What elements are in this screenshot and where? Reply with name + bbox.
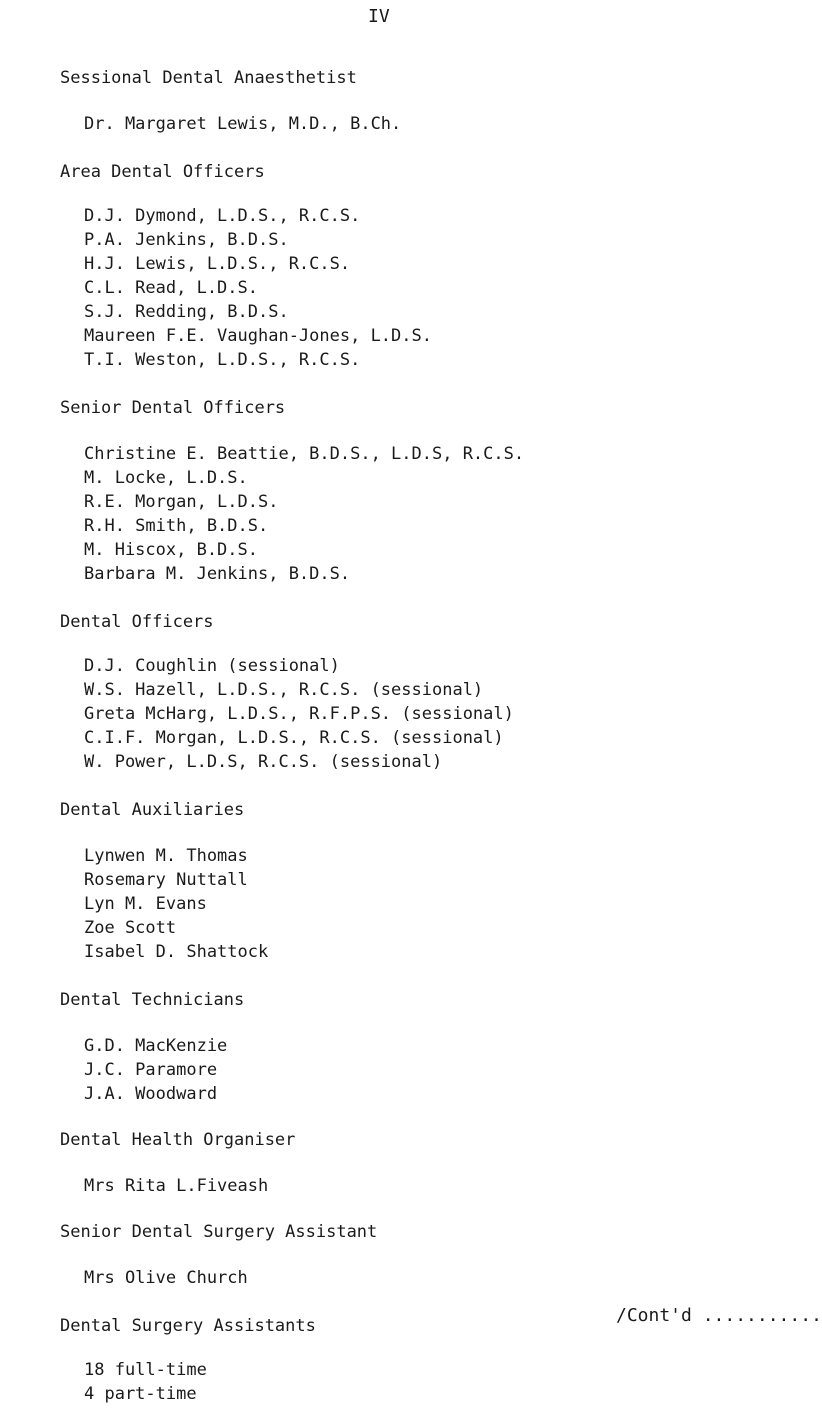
list-item: Christine E. Beattie, B.D.S., L.D.S, R.C.S. <box>84 444 525 464</box>
list-item: Zoe Scott <box>84 918 177 938</box>
list-item: M. Hiscox, B.D.S. <box>84 540 258 560</box>
list-item: W.S. Hazell, L.D.S., R.C.S. (sessional) <box>84 680 484 700</box>
list-item: Greta McHarg, L.D.S., R.F.P.S. (sessional) <box>84 704 514 724</box>
section-heading: Senior Dental Surgery Assistant <box>60 1222 378 1242</box>
list-item: R.H. Smith, B.D.S. <box>84 516 269 536</box>
list-item: Rosemary Nuttall <box>84 870 248 890</box>
list-item: Isabel D. Shattock <box>84 942 269 962</box>
list-item: 4 part-time <box>84 1384 197 1404</box>
list-item: S.J. Redding, B.D.S. <box>84 302 289 322</box>
section-heading: Dental Health Organiser <box>60 1130 296 1150</box>
list-item: G.D. MacKenzie <box>84 1036 228 1056</box>
list-item: D.J. Coughlin (sessional) <box>84 656 340 676</box>
list-item: Mrs Rita L.Fiveash <box>84 1176 269 1196</box>
list-item: Maureen F.E. Vaughan-Jones, L.D.S. <box>84 326 432 346</box>
list-item: D.J. Dymond, L.D.S., R.C.S. <box>84 206 361 226</box>
list-item: Mrs Olive Church <box>84 1268 248 1288</box>
page-number: IV <box>368 6 390 27</box>
list-item: W. Power, L.D.S, R.C.S. (sessional) <box>84 752 443 772</box>
list-item: J.C. Paramore <box>84 1060 218 1080</box>
list-item: M. Locke, L.D.S. <box>84 468 248 488</box>
list-item: P.A. Jenkins, B.D.S. <box>84 230 289 250</box>
list-item: 18 full-time <box>84 1360 207 1380</box>
list-item: H.J. Lewis, L.D.S., R.C.S. <box>84 254 351 274</box>
list-item: Lynwen M. Thomas <box>84 846 248 866</box>
list-item: J.A. Woodward <box>84 1084 218 1104</box>
section-heading: Sessional Dental Anaesthetist <box>60 68 357 88</box>
section-heading: Dental Surgery Assistants <box>60 1316 316 1336</box>
list-item: Lyn M. Evans <box>84 894 207 914</box>
section-heading: Dental Auxiliaries <box>60 800 245 820</box>
list-item: Barbara M. Jenkins, B.D.S. <box>84 564 351 584</box>
section-heading: Dental Officers <box>60 612 214 632</box>
list-item: C.I.F. Morgan, L.D.S., R.C.S. (sessional) <box>84 728 504 748</box>
section-heading: Area Dental Officers <box>60 162 265 182</box>
continued-marker: /Cont'd ........... <box>616 1305 822 1326</box>
list-item: C.L. Read, L.D.S. <box>84 278 258 298</box>
section-heading: Senior Dental Officers <box>60 398 286 418</box>
section-heading: Dental Technicians <box>60 990 245 1010</box>
list-item: T.I. Weston, L.D.S., R.C.S. <box>84 350 361 370</box>
list-item: R.E. Morgan, L.D.S. <box>84 492 279 512</box>
list-item: Dr. Margaret Lewis, M.D., B.Ch. <box>84 114 402 134</box>
